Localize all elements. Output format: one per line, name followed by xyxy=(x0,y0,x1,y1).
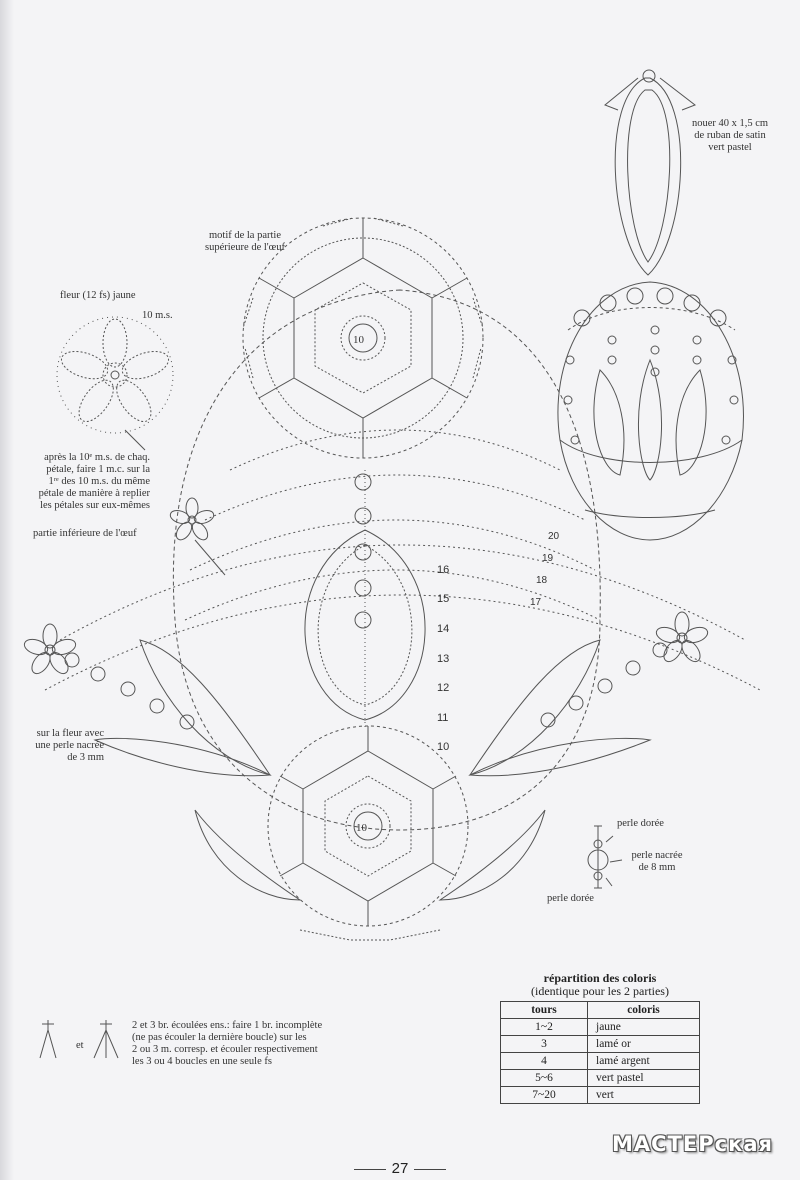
color-table-grid xyxy=(500,1001,700,1104)
label-pearl-flower: sur la fleur avec une perle nacrée de 3 mm xyxy=(35,728,104,763)
table-row xyxy=(501,1087,700,1104)
table-row xyxy=(501,1036,700,1053)
row-number: 12 xyxy=(437,682,450,695)
pearl-chain-left xyxy=(65,653,194,729)
header-coloris: coloris xyxy=(588,1002,700,1019)
pearl-chain-center xyxy=(355,474,371,628)
row-number: 19 xyxy=(542,553,554,564)
label-flower-note: après la 10ᵉ m.s. de chaq. pétale, faire 1 m.c. sur la 1ʳᵉ des 10 m.s. du même pétale de manière à replier les pétales sur eux-mêmes xyxy=(38,452,150,511)
cell-tours: 1~2 xyxy=(501,1019,588,1036)
cell-coloris: lamé or xyxy=(588,1036,700,1053)
cell-tours: 3 xyxy=(501,1036,588,1053)
petal-left-upper xyxy=(140,640,270,775)
watermark-logo: МАСТЕРская xyxy=(612,1132,773,1156)
table-row xyxy=(501,1053,700,1070)
center-number-bottom: 10 xyxy=(356,822,367,834)
flower-left xyxy=(22,624,77,677)
label-lower-part: partie inférieure de l'œuf xyxy=(33,528,137,539)
legend-symbols xyxy=(40,1020,118,1058)
row-number: 11 xyxy=(437,711,449,724)
petal-right-upper xyxy=(470,640,600,775)
table-header-row xyxy=(501,1002,700,1019)
table-subtitle: (identique pour les 2 parties) xyxy=(531,984,669,998)
petal-bottom-left xyxy=(195,810,300,900)
label-ten-ms: 10 m.s. xyxy=(142,310,173,321)
legend-text: 2 et 3 br. écoulées ens.: faire 1 br. incomplète (ne pas écouler la dernière boucle) sur les 2 ou 3 m. corresp. et écouler respectivement les 3 ou 4 boucles en une seule fs xyxy=(132,1020,323,1067)
row-number: 17 xyxy=(530,597,542,608)
cell-coloris: jaune xyxy=(588,1019,700,1036)
center-number: 10 xyxy=(353,334,364,346)
cell-tours: 7~20 xyxy=(501,1087,588,1104)
flower-detail xyxy=(57,317,173,433)
cell-tours: 4 xyxy=(501,1053,588,1070)
cell-coloris: lamé argent xyxy=(588,1053,700,1070)
label-gold-pearl-top: perle dorée xyxy=(617,818,664,829)
legend-et: et xyxy=(76,1040,84,1051)
row-number: 20 xyxy=(548,531,560,542)
petal-bottom-right xyxy=(440,810,545,900)
row-number: 10 xyxy=(437,741,450,754)
table-row xyxy=(501,1070,700,1087)
row-number: 18 xyxy=(536,575,548,586)
label-pearl-8mm: perle nacrée de 8 mm xyxy=(631,850,683,873)
cell-tours: 5~6 xyxy=(501,1070,588,1087)
row-number: 14 xyxy=(437,622,450,635)
row-numbers xyxy=(437,548,449,770)
table-title: répartition des coloris xyxy=(543,971,657,985)
label-flower: fleur (12 fs) jaune xyxy=(60,290,136,301)
color-table xyxy=(500,972,700,1104)
right-row-numbers xyxy=(530,520,559,619)
table-row xyxy=(501,1019,700,1036)
petal-right-lower xyxy=(470,738,650,775)
row-number: 15 xyxy=(437,593,450,606)
header-tours: tours xyxy=(501,1002,588,1019)
pearl-chain-right xyxy=(541,643,667,727)
page-number: 27 xyxy=(340,1160,460,1177)
row-number: 16 xyxy=(437,563,450,576)
pearl-detail xyxy=(588,826,622,888)
ornament-egg-body xyxy=(558,282,744,540)
cell-coloris: vert pastel xyxy=(588,1070,700,1087)
cell-coloris: vert xyxy=(588,1087,700,1104)
petal-left-lower xyxy=(95,738,270,775)
label-ribbon: nouer 40 x 1,5 cm de ruban de satin vert pastel xyxy=(691,118,769,153)
label-top-motif: motif de la partie supérieure de l'œuf xyxy=(204,230,286,253)
row-number: 13 xyxy=(437,652,450,665)
label-gold-pearl-bottom: perle dorée xyxy=(547,893,594,904)
